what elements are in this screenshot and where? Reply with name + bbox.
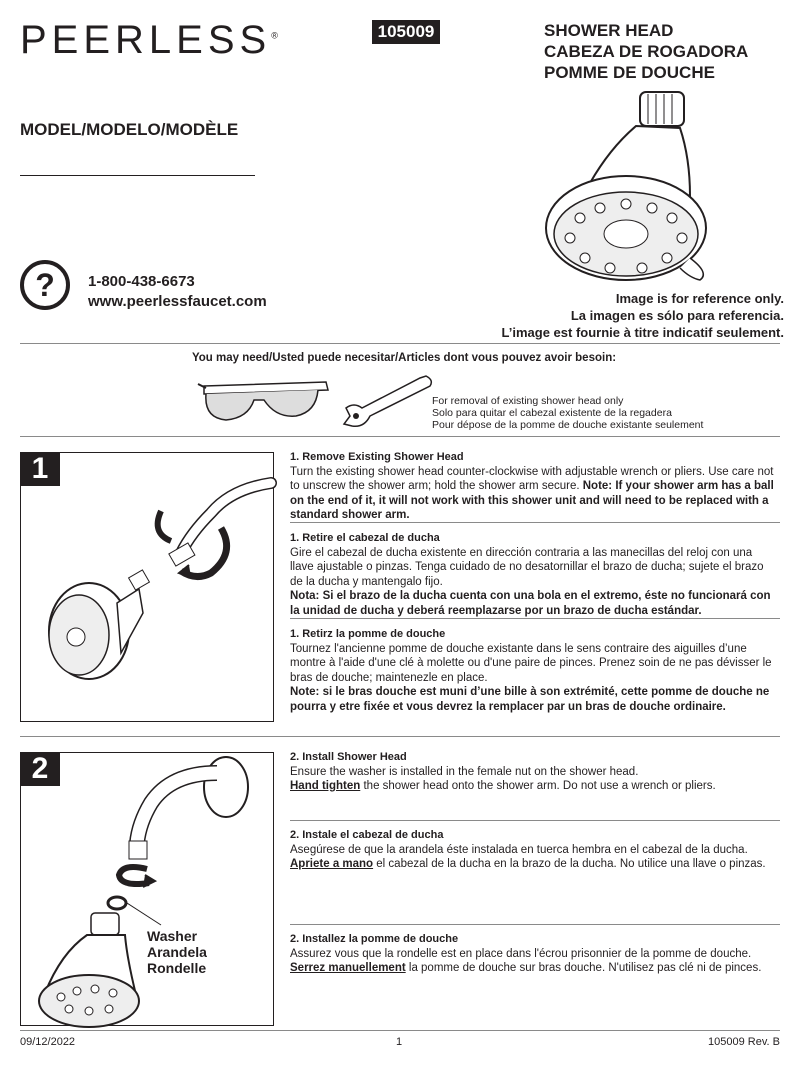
washer-label-fr: Rondelle — [147, 960, 207, 976]
step-1-fr-heading: 1. Retirz la pomme de douche — [290, 628, 446, 640]
step-1-en-heading: 1. Remove Existing Shower Head — [290, 451, 464, 463]
step-1-fr-note: Note: si le bras douche est muni d’une bille à son extrémité, cette pomme de douche ne pourra y etre fixée et vous devrez la remplacer par un bras de douche ordinaire. — [290, 686, 770, 713]
step-1-en-note: Note: If your shower arm has a ball on the end of it, it will not work with this shower unit and will need to be replaced with a standard shower arm. — [290, 480, 774, 521]
step-2-fr — [290, 932, 776, 976]
step-1-es — [290, 531, 776, 618]
remove-shower-head-illustration — [21, 453, 273, 721]
step-2-fr-rest: la pomme de douche sur bras douche. N'utilisez pas clé ni de pinces. — [405, 962, 762, 974]
footer-divider — [20, 1030, 780, 1031]
divider — [20, 343, 780, 344]
contact-info — [88, 272, 267, 312]
step-1-en — [290, 450, 776, 523]
step-1-en-body: Turn the existing shower head counter-clockwise with adjustable wrench or pliers. Use care not to unscrew the shower arm; hold the shower arm secure. — [290, 465, 774, 492]
step-2-en-body: Ensure the washer is installed in the female nut on the shower head. — [290, 765, 639, 778]
brand-logo: PEERLESS® — [20, 18, 278, 62]
title-es: CABEZA DE ROGADORA — [544, 42, 749, 61]
washer-label-en: Washer — [147, 928, 198, 944]
step-2-es-rest: el cabezal de la ducha en la brazo de la ducha. No utilice una llave o pinzas. — [373, 858, 766, 870]
install-shower-head-illustration — [21, 753, 273, 1025]
step-2-number: 2 — [20, 752, 60, 786]
divider — [290, 820, 780, 821]
step-1-es-heading: 1. Retire el cabezal de ducha — [290, 532, 440, 544]
image-note-en: Image is for reference only. — [615, 291, 784, 306]
step-1-number: 1 — [20, 452, 60, 486]
phone-number[interactable]: 1-800-438-6673 — [88, 273, 195, 290]
product-title — [544, 20, 748, 83]
step-2-fr-emphasis: Serrez manuellement — [290, 962, 406, 974]
model-number-badge: 105009 — [372, 20, 440, 44]
wrench-note-en: For removal of existing shower head only — [432, 395, 624, 407]
divider — [20, 436, 780, 437]
step-2-es-emphasis: Apriete a mano — [290, 858, 374, 870]
title-en: SHOWER HEAD — [544, 21, 674, 40]
wrench-note-es: Solo para quitar el cabezal existente de la regadera — [432, 407, 672, 419]
step-2-illustration-box — [20, 752, 274, 1026]
image-reference-note — [480, 290, 784, 341]
shower-head-illustration — [540, 88, 720, 288]
model-write-line — [20, 175, 255, 176]
image-note-es: La imagen es sólo para referencia. — [570, 308, 784, 323]
image-note-fr: L’image est fournie à titre indicatif seulement. — [501, 325, 784, 340]
step-2-fr-instruction — [290, 961, 776, 976]
step-1-fr-body: Tournez l'ancienne pomme de douche existante dans le sens contraire des aiguilles d’une montre à l'aide d'une clé à molette ou d'une paire de pinces. Prenez soin de ne pas dévisser le bras de douche; maintenezle en place. — [290, 642, 772, 684]
divider — [290, 522, 780, 523]
step-2-en-rest: the shower head onto the shower arm. Do not use a wrench or pliers. — [360, 780, 716, 792]
step-2-es-instruction — [290, 857, 776, 872]
title-fr: POMME DE DOUCHE — [544, 63, 715, 82]
wrench-note — [432, 395, 703, 431]
tools-heading: You may need/Usted puede necesitar/Articles dont vous pouvez avoir besoin: — [191, 352, 617, 364]
step-2-es — [290, 828, 776, 872]
step-2-fr-body: Assurez vous que la rondelle est en place dans l'écrou prisonnier de la pomme de douche. — [290, 947, 752, 960]
divider — [290, 924, 780, 925]
question-icon — [20, 260, 70, 310]
step-2-en — [290, 750, 776, 794]
step-2-en-heading: 2. Install Shower Head — [290, 751, 407, 763]
footer-doc-id: 105009 Rev. B — [708, 1036, 780, 1048]
step-2-fr-heading: 2. Installez la pomme de douche — [290, 933, 459, 945]
step-1-fr — [290, 627, 776, 714]
washer-label-es: Arandela — [147, 944, 207, 960]
step-2-es-body: Asegúrese de que la arandela éste instalada en tuerca hembra en el cabezal de la ducha. — [290, 843, 748, 856]
step-2-en-emphasis: Hand tighten — [290, 780, 361, 792]
footer-date: 09/12/2022 — [20, 1036, 76, 1048]
step-1-illustration-box — [20, 452, 274, 722]
adjustable-wrench-icon — [340, 372, 436, 430]
step-2-en-instruction — [290, 779, 776, 794]
wrench-note-fr: Pour dépose de la pomme de douche existante seulement — [432, 419, 704, 431]
washer-label — [147, 928, 207, 976]
step-1-es-body: Gire el cabezal de ducha existente en dirección contraria a las manecillas del reloj con una llave ajustable o pinzas. Tenga cuidado de no desatornillar el brazo de ducha; sujete el brazo de la ducha y mantengalo fijo. — [290, 546, 764, 588]
model-label: MODEL/MODELO/MODÈLE — [20, 120, 239, 139]
divider — [290, 618, 780, 619]
website-link[interactable]: www.peerlessfaucet.com — [88, 293, 267, 310]
svg-text:?: ? — [35, 267, 55, 303]
safety-glasses-icon — [196, 378, 334, 428]
step-1-es-note: Nota: Si el brazo de la ducha cuenta con una bola en el extremo, éste no funcionará con la unidad de ducha y deberá reemplazarse por un brazo de ducha estándar. — [290, 590, 771, 617]
divider — [20, 736, 780, 737]
step-2-es-heading: 2. Instale el cabezal de ducha — [290, 829, 444, 841]
footer-page-number: 1 — [396, 1036, 403, 1048]
